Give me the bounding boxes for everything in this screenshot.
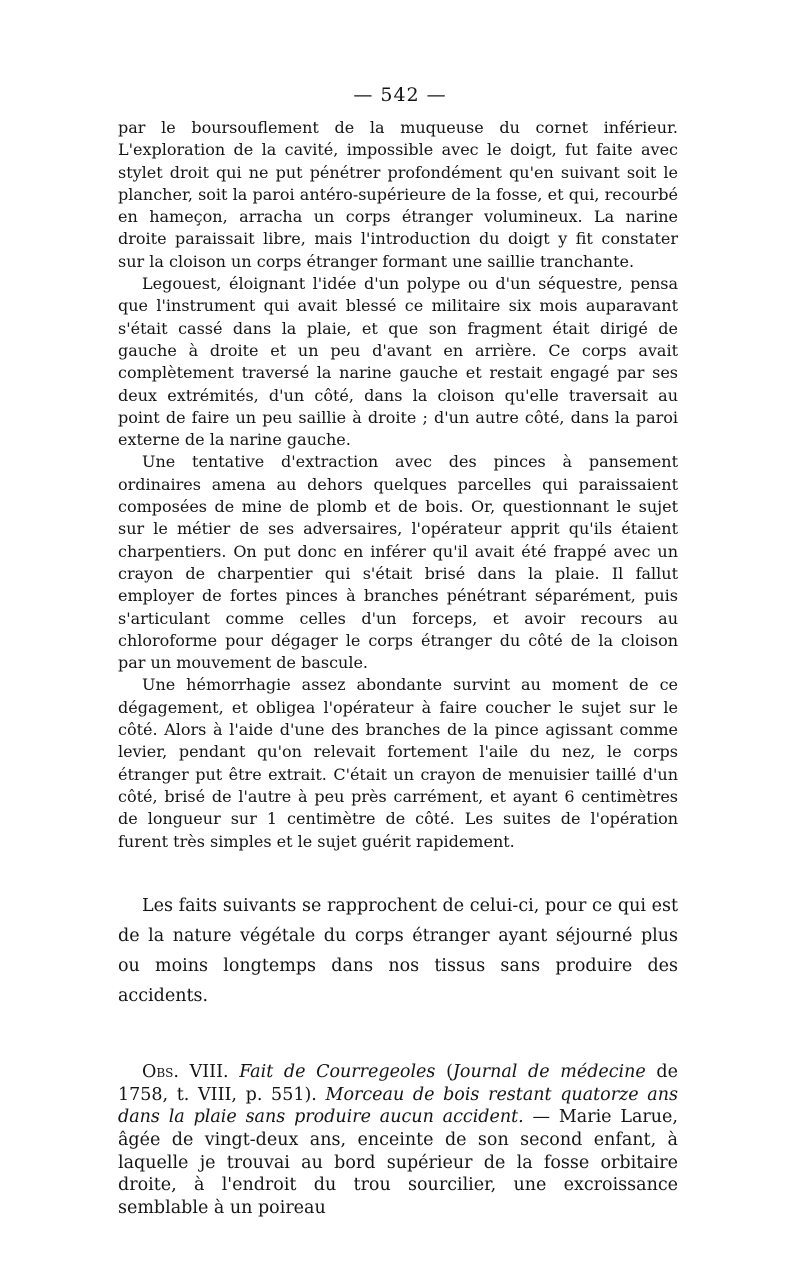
observation-text: — Marie Larue, âgée de vingt-deux ans, enceinte de son second enfant, à laquelle je trouvai au bord supérieur de la fosse orbitaire droite, à l'endroit du trou sourcilier, une excroissance semblable à un poireau <box>118 1107 678 1219</box>
observation-source-open: ( <box>446 1061 453 1082</box>
observation-title: Morceau de bois restant quatorze ans dans la plaie sans produire aucun accident. <box>118 1084 678 1128</box>
observation-label: Obs. VIII. <box>142 1061 229 1082</box>
section-gap <box>118 1011 678 1061</box>
observation-author: Fait de Courregeoles <box>239 1061 436 1082</box>
paragraph-hemorrhage: Une hémorrhagie assez abondante survint au moment de ce dégagement, et obligea l'opérateur à faire coucher le sujet sur le côté. Alors à l'aide d'une des branches de la pince agissant comme levier, pendant qu'on relevait fortement l'aile du nez, le corps étranger put être extrait. C'était un crayon de menuisier taillé d'un côté, brisé de l'autre à peu près carrément, et ayant 6 centimètres de longueur sur 1 centimètre de côté. Les suites de l'opération furent très simples et le sujet guérit rapidement. <box>118 675 678 851</box>
transition-paragraph: Les faits suivants se rapprochent de celui-ci, pour ce qui est de la nature végétale du corps étranger ayant séjourné plus ou moins longtemps dans nos tissus sans produire des accidents. <box>118 895 678 1006</box>
section-gap <box>118 853 678 891</box>
observation-journal: Journal de médecine <box>452 1061 646 1082</box>
observation-paragraph <box>118 1061 678 1220</box>
page-text <box>118 117 678 1220</box>
paragraph-continuation: par le boursouflement de la muqueuse du cornet inférieur. L'exploration de la cavité, impossible avec le doigt, fut faite avec stylet droit qui ne put pénétrer profondément qu'en suivant soit le plancher, soit la paroi antéro-supérieure de la fosse, et qui, recourbé en hameçon, arracha un corps étranger volumineux. La narine droite paraissait libre, mais l'introduction du doigt y fit constater sur la cloison un corps étranger formant une saillie tranchante. <box>118 118 678 271</box>
page-number: — 542 — <box>353 84 447 106</box>
paragraph-legouest: Legouest, éloignant l'idée d'un polype ou d'un séquestre, pensa que l'instrument qui avait blessé ce militaire six mois auparavant s'était cassé dans la plaie, et que son fragment était dirigé de gauche à droite et un peu d'avant en arrière. Ce corps avait complètement traversé la narine gauche et restait engagé par ses deux extrémités, d'un côté, dans la cloison qu'elle traversait au point de faire un peu saillie à droite ; d'un autre côté, dans la paroi externe de la narine gauche. <box>118 274 678 450</box>
paragraph-extraction: Une tentative d'extraction avec des pinces à pansement ordinaires amena au dehors quelques parcelles qui paraissaient composées de mine de plomb et de bois. Or, questionnant le sujet sur le métier de ses adversaires, l'opérateur apprit qu'ils étaient charpentiers. On put donc en inférer qu'il avait été frappé avec un crayon de charpentier qui s'était brisé dans la plaie. Il fallut employer de fortes pinces à branches pénétrant séparément, puis s'articulant comme celles d'un forceps, et avoir recours au chloroforme pour dégager le corps étranger du côté de la cloison par un mouvement de bascule. <box>118 452 678 673</box>
observation-source-rest: de 1758, t. VIII, p. 551). <box>118 1061 678 1105</box>
